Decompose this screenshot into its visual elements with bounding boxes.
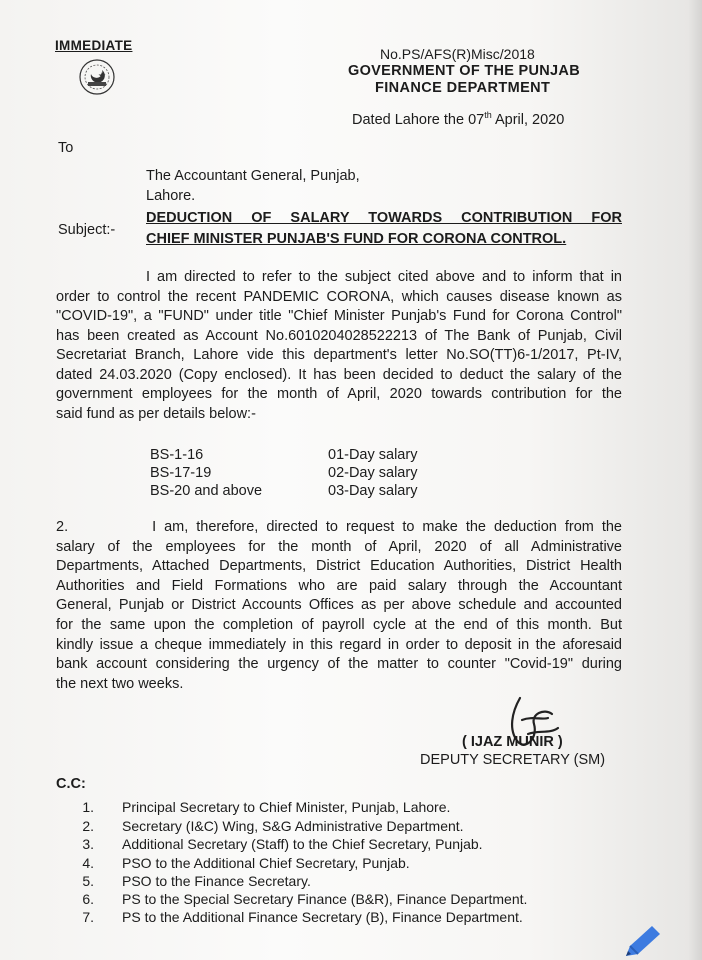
paragraph-1-line: dated 24.03.2020 (Copy enclosed). It has been decided to deduct the salary of the: [56, 366, 622, 383]
date-suffix: April, 2020: [491, 111, 565, 128]
grade-label: BS-17-19: [150, 465, 212, 481]
cc-item-text: Additional Secretary (Staff) to the Chief Secretary, Punjab.: [122, 836, 483, 852]
date-superscript: th: [484, 110, 492, 120]
cc-item-number: 4.: [82, 855, 94, 871]
paragraph-2-line: 2. I am, therefore, directed to request to make the deduction from the: [56, 519, 622, 535]
cc-item-number: 2.: [82, 818, 94, 834]
grade-label: BS-1-16: [150, 447, 204, 463]
paragraph-2-line: for the same upon the completion of payroll cycle at the end of this month. But: [56, 616, 622, 633]
paragraph-1-line: "COVID-19", a "FUND" under title "Chief Minister Punjab's Fund for Corona Control": [56, 308, 622, 324]
cc-item-text: PS to the Special Secretary Finance (B&R), Finance Department.: [122, 891, 528, 907]
paragraph-2-line: bank account considering the urgency of the matter to counter "Covid-19" during: [56, 656, 622, 673]
immediate-label: IMMEDIATE: [55, 38, 133, 53]
paragraph-1-line: order to control the recent PANDEMIC CORONA, which causes disease known as: [56, 288, 622, 305]
subject-line-2: CHIEF MINISTER PUNJAB'S FUND FOR CORONA CONTROL.: [146, 231, 567, 247]
signatory-title: DEPUTY SECRETARY (SM): [420, 752, 606, 768]
addressee-line-2: Lahore.: [146, 188, 196, 204]
paragraph-2: [56, 518, 622, 694]
edit-pen-icon[interactable]: [618, 922, 666, 960]
cc-item-text: PSO to the Finance Secretary.: [122, 873, 311, 889]
paragraph-1-line: government employees for the month of April, 2020 towards contribution for the: [56, 386, 622, 402]
paragraph-1-line: said fund as per details below:-: [56, 405, 256, 422]
department-heading: FINANCE DEPARTMENT: [375, 80, 551, 96]
date-prefix: Dated Lahore the 07: [352, 111, 485, 128]
paragraph-1-line: I am directed to refer to the subject cited above and to inform that in: [146, 269, 622, 285]
paragraph-2-line: Authorities and Field Formations who are paid salary through the Accountant: [56, 577, 622, 594]
signatory-name: ( IJAZ MUNIR ): [462, 734, 563, 750]
salary-value: 03-Day salary: [328, 483, 418, 499]
salary-value: 01-Day salary: [328, 447, 418, 463]
punjab-government-emblem-icon: [78, 58, 116, 96]
grade-label: BS-20 and above: [150, 483, 263, 499]
paragraph-1-line: Secretariat Branch, Lahore vide this department's letter No.SO(TT)6-1/2017, Pt-IV,: [56, 347, 622, 363]
page-edge-shadow: [688, 0, 702, 960]
paragraph-2-line: kindly issue a cheque immediately in this regard in order to deposit in the aforesaid: [56, 636, 622, 653]
paragraph-1: [56, 268, 622, 424]
addressee-line-1: The Accountant General, Punjab,: [146, 168, 360, 184]
cc-label: C.C:: [56, 776, 86, 792]
paragraph-1-line: has been created as Account No.6010204028522213 of The Bank of Punjab, Civil: [56, 327, 622, 344]
paragraph-number: 2.: [56, 519, 69, 535]
subject-line-1: DEDUCTION OF SALARY TOWARDS CONTRIBUTION FOR: [146, 210, 622, 226]
date-line: [352, 110, 564, 128]
subject-label: Subject:-: [58, 222, 116, 238]
paragraph-2-line: General, Punjab or District Accounts Offices as per above schedule and accounted: [56, 597, 622, 614]
cc-item-text: PS to the Additional Finance Secretary (B), Finance Department.: [122, 909, 523, 925]
salary-value: 02-Day salary: [328, 465, 418, 481]
to-label: To: [58, 140, 74, 156]
paragraph-2-line: the next two weeks.: [56, 675, 184, 692]
government-heading: GOVERNMENT OF THE PUNJAB: [348, 63, 580, 79]
cc-item-number: 5.: [82, 873, 94, 889]
cc-item-text: Principal Secretary to Chief Minister, Punjab, Lahore.: [122, 799, 451, 815]
cc-item-text: Secretary (I&C) Wing, S&G Administrative Department.: [122, 818, 464, 834]
cc-item-number: 6.: [82, 891, 94, 907]
cc-item-number: 1.: [82, 799, 94, 815]
cc-item-number: 3.: [82, 836, 94, 852]
reference-number: No.PS/AFS(R)Misc/2018: [380, 46, 535, 62]
paragraph-2-line: Departments, Attached Departments, District Education Authorities, District Health: [56, 558, 622, 575]
cc-item-number: 7.: [82, 909, 94, 925]
paragraph-2-line: salary of the employees for the month of April, 2020 of all Administrative: [56, 538, 622, 555]
cc-item-text: PSO to the Additional Chief Secretary, Punjab.: [122, 855, 410, 871]
